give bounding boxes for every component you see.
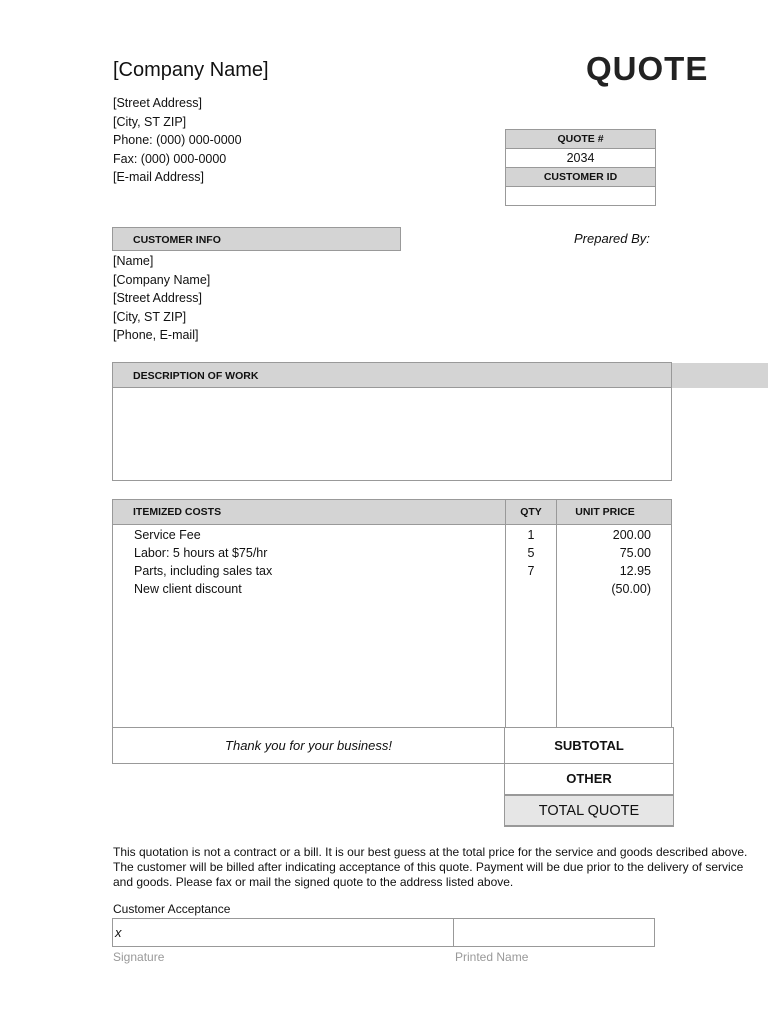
signature-field[interactable] (113, 919, 453, 946)
item-description: Service Fee (134, 528, 201, 542)
column-header-qty: QTY (520, 506, 542, 518)
signature-x-mark: x (115, 925, 122, 940)
quote-info-box (505, 129, 656, 206)
customer-info (113, 252, 210, 345)
printed-name-label: Printed Name (455, 950, 529, 964)
column-header-description: ITEMIZED COSTS (133, 506, 222, 518)
column-header-unit-price: UNIT PRICE (575, 506, 635, 518)
item-unit-price: 200.00 (612, 528, 651, 542)
address-line: [E-mail Address] (113, 170, 205, 184)
item-qty: 7 (527, 564, 535, 578)
customer-line: [Company Name] (113, 272, 211, 287)
item-unit-price: (50.00) (611, 582, 651, 596)
item-qty: 5 (527, 546, 535, 560)
other-label: OTHER (504, 763, 674, 795)
total-quote-label: TOTAL QUOTE (504, 795, 674, 827)
customer-line: [City, ST ZIP] (113, 309, 187, 324)
company-address (113, 94, 242, 187)
description-field[interactable] (112, 388, 672, 481)
itemized-costs-table (112, 499, 672, 728)
item-unit-price: 75.00 (619, 546, 651, 560)
page-title: QUOTE (586, 50, 709, 87)
disclaimer-line: and goods. Please fax or mail the signed quote to the address listed above. (113, 875, 514, 889)
description-header-overflow (656, 363, 768, 388)
item-unit-price: 12.95 (619, 564, 651, 578)
item-description: Labor: 5 hours at $75/hr (134, 546, 268, 560)
table-row (113, 562, 671, 580)
quote-number-label: QUOTE # (506, 130, 655, 149)
prepared-by-label: Prepared By: (574, 231, 650, 246)
customer-id-field[interactable] (506, 187, 655, 205)
address-line: [Street Address] (113, 96, 202, 110)
item-description: New client discount (134, 582, 242, 596)
customer-id-label: CUSTOMER ID (506, 168, 655, 187)
address-line: Fax: (000) 000-0000 (113, 151, 227, 166)
description-heading: DESCRIPTION OF WORK (112, 362, 672, 388)
customer-line: [Street Address] (113, 291, 202, 305)
table-row (113, 526, 671, 544)
signature-box (112, 918, 655, 947)
printed-name-field[interactable] (454, 919, 654, 946)
disclaimer-line: This quotation is not a contract or a bill. It is our best guess at the total price for the service and goods described above. (113, 845, 748, 859)
table-row (113, 544, 671, 562)
item-qty: 1 (527, 528, 535, 542)
signature-label: Signature (113, 950, 165, 964)
item-description: Parts, including sales tax (134, 564, 273, 578)
company-name: [Company Name] (113, 59, 269, 81)
customer-line: [Phone, E-mail] (113, 328, 199, 342)
customer-acceptance-heading: Customer Acceptance (113, 902, 231, 916)
address-line: Phone: (000) 000-0000 (113, 133, 242, 147)
thank-you-message: Thank you for your business! (112, 727, 505, 764)
table-header (113, 500, 671, 525)
quote-number[interactable]: 2034 (506, 149, 655, 168)
subtotal-label: SUBTOTAL (504, 727, 674, 764)
disclaimer-line: The customer will be billed after indicating acceptance of this quote. Payment will be due prior to the delivery of service (113, 860, 744, 874)
customer-line: [Name] (113, 254, 154, 268)
address-line: [City, ST ZIP] (113, 114, 187, 129)
customer-info-heading: CUSTOMER INFO (112, 227, 401, 251)
table-row (113, 580, 671, 598)
quote-disclaimer (113, 845, 748, 890)
